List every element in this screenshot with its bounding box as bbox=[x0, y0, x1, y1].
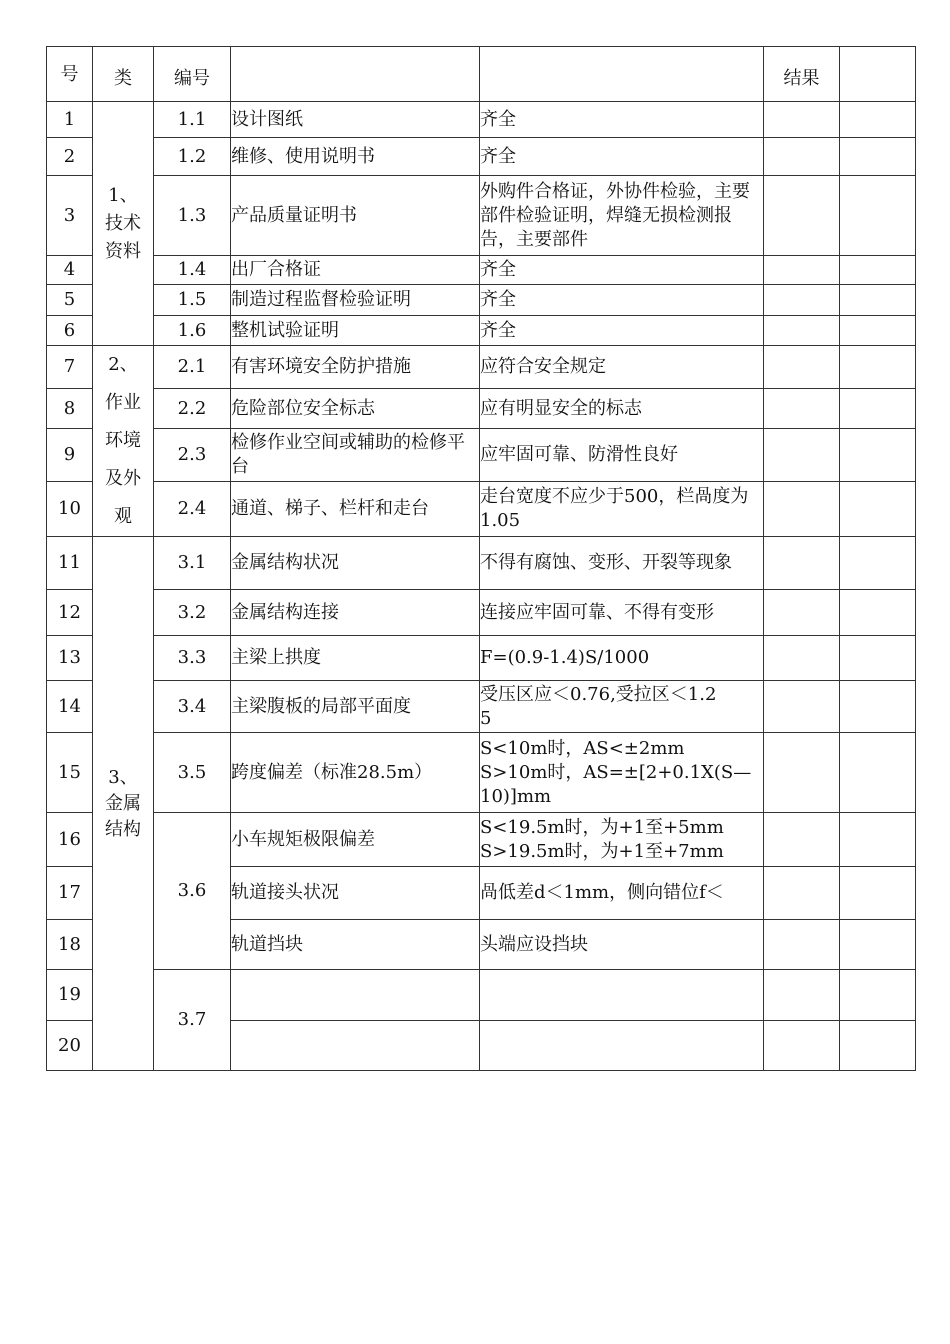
row-code: 3.5 bbox=[154, 733, 231, 813]
row-remark[interactable] bbox=[840, 867, 916, 920]
row-standard-text: 连接应牢固可靠、不得有变形 bbox=[480, 601, 714, 623]
category-label: 2、 作业 环境 及外 观 bbox=[105, 354, 141, 527]
row-result[interactable] bbox=[764, 1021, 840, 1071]
row-code: 2.1 bbox=[154, 346, 231, 389]
row-remark[interactable] bbox=[840, 482, 916, 537]
inspection-table bbox=[46, 46, 916, 1071]
row-code: 2.4 bbox=[154, 482, 231, 537]
row-remark[interactable] bbox=[840, 346, 916, 389]
row-remark[interactable] bbox=[840, 285, 916, 316]
table-row bbox=[47, 102, 916, 138]
row-code: 1.3 bbox=[154, 176, 231, 256]
row-item: 检修作业空间或辅助的检修平台 bbox=[231, 428, 480, 482]
category-label: 3、 金属 结构 bbox=[105, 766, 141, 840]
row-standard bbox=[480, 590, 764, 636]
row-code: 3.1 bbox=[154, 537, 231, 590]
row-item: 整机试验证明 bbox=[231, 316, 480, 346]
row-remark[interactable] bbox=[840, 256, 916, 285]
row-code: 3.4 bbox=[154, 681, 231, 733]
row-no: 9 bbox=[47, 428, 93, 482]
row-remark[interactable] bbox=[840, 813, 916, 867]
row-no: 8 bbox=[47, 389, 93, 428]
row-standard-text: 外购件合格证，外协件检验，主要部件检验证明，焊缝无损检测报告，主要部件 bbox=[480, 180, 750, 250]
row-standard[interactable] bbox=[480, 1021, 764, 1071]
table-row bbox=[47, 138, 916, 176]
row-no: 2 bbox=[47, 138, 93, 176]
row-code: 1.6 bbox=[154, 316, 231, 346]
row-remark[interactable] bbox=[840, 920, 916, 970]
header-no: 号 bbox=[47, 47, 93, 102]
row-item: 金属结构连接 bbox=[231, 590, 480, 636]
row-remark[interactable] bbox=[840, 636, 916, 681]
row-remark[interactable] bbox=[840, 1021, 916, 1071]
row-result[interactable] bbox=[764, 316, 840, 346]
header-row bbox=[47, 47, 916, 102]
row-standard: 头端应设挡块 bbox=[480, 920, 764, 970]
row-standard: 应有明显安全的标志 bbox=[480, 389, 764, 428]
row-result[interactable] bbox=[764, 482, 840, 537]
row-item: 跨度偏差（标准28.5m） bbox=[231, 733, 480, 813]
table-row bbox=[47, 285, 916, 316]
row-result[interactable] bbox=[764, 970, 840, 1021]
row-no: 1 bbox=[47, 102, 93, 138]
header-standard bbox=[480, 47, 764, 102]
row-remark[interactable] bbox=[840, 733, 916, 813]
row-standard: 齐全 bbox=[480, 256, 764, 285]
row-item: 出厂合格证 bbox=[231, 256, 480, 285]
row-item: 产品质量证明书 bbox=[231, 176, 480, 256]
row-item: 设计图纸 bbox=[231, 102, 480, 138]
row-no: 14 bbox=[47, 681, 93, 733]
row-result[interactable] bbox=[764, 389, 840, 428]
row-standard: S<10m时，AS<±2mm S>10m时，AS=±[2+0.1X(S—10)]mm bbox=[480, 733, 764, 813]
row-standard: F=(0.9-1.4)S/1000 bbox=[480, 636, 764, 681]
category-technical-docs bbox=[93, 102, 154, 346]
category-metal-structure bbox=[93, 537, 154, 1071]
header-category: 类 bbox=[93, 47, 154, 102]
row-result[interactable] bbox=[764, 428, 840, 482]
row-code: 3.7 bbox=[154, 970, 231, 1071]
row-item: 通道、梯子、栏杆和走台 bbox=[231, 482, 480, 537]
table-row bbox=[47, 428, 916, 482]
row-remark[interactable] bbox=[840, 176, 916, 256]
row-standard bbox=[480, 176, 764, 256]
table-row bbox=[47, 733, 916, 813]
row-no: 4 bbox=[47, 256, 93, 285]
row-standard: 齐全 bbox=[480, 138, 764, 176]
category-label: 1、 技术 资料 bbox=[105, 184, 141, 262]
row-standard: 齐全 bbox=[480, 285, 764, 316]
table-row bbox=[47, 316, 916, 346]
row-result[interactable] bbox=[764, 176, 840, 256]
row-result[interactable] bbox=[764, 590, 840, 636]
table-row bbox=[47, 389, 916, 428]
table-row bbox=[47, 813, 916, 867]
row-result[interactable] bbox=[764, 346, 840, 389]
row-standard: 应符合安全规定 bbox=[480, 346, 764, 389]
row-no: 19 bbox=[47, 970, 93, 1021]
table-row bbox=[47, 681, 916, 733]
row-remark[interactable] bbox=[840, 970, 916, 1021]
table-row bbox=[47, 537, 916, 590]
row-no: 12 bbox=[47, 590, 93, 636]
category-work-environment bbox=[93, 346, 154, 537]
row-item: 维修、使用说明书 bbox=[231, 138, 480, 176]
row-no: 10 bbox=[47, 482, 93, 537]
row-remark[interactable] bbox=[840, 537, 916, 590]
row-code: 3.6 bbox=[154, 813, 231, 970]
row-result[interactable] bbox=[764, 733, 840, 813]
row-no: 6 bbox=[47, 316, 93, 346]
row-result[interactable] bbox=[764, 102, 840, 138]
row-remark[interactable] bbox=[840, 138, 916, 176]
row-no: 7 bbox=[47, 346, 93, 389]
row-standard: S<19.5m时，为+1至+5mm S>19.5m时，为+1至+7mm bbox=[480, 813, 764, 867]
row-remark[interactable] bbox=[840, 389, 916, 428]
table-row bbox=[47, 636, 916, 681]
header-code: 编号 bbox=[154, 47, 231, 102]
row-standard: 齐全 bbox=[480, 316, 764, 346]
row-no: 5 bbox=[47, 285, 93, 316]
row-no: 15 bbox=[47, 733, 93, 813]
row-code: 2.2 bbox=[154, 389, 231, 428]
row-item: 轨道接头状况 bbox=[231, 867, 480, 920]
row-item: 危险部位安全标志 bbox=[231, 389, 480, 428]
row-item[interactable] bbox=[231, 1021, 480, 1071]
row-code: 1.2 bbox=[154, 138, 231, 176]
row-no: 16 bbox=[47, 813, 93, 867]
row-remark[interactable] bbox=[840, 428, 916, 482]
table-row bbox=[47, 346, 916, 389]
row-remark[interactable] bbox=[840, 590, 916, 636]
row-item: 主梁腹板的局部平面度 bbox=[231, 681, 480, 733]
row-result[interactable] bbox=[764, 285, 840, 316]
row-code: 2.3 bbox=[154, 428, 231, 482]
row-no: 17 bbox=[47, 867, 93, 920]
row-no: 3 bbox=[47, 176, 93, 256]
row-result[interactable] bbox=[764, 138, 840, 176]
table-row bbox=[47, 482, 916, 537]
header-item bbox=[231, 47, 480, 102]
table-row bbox=[47, 256, 916, 285]
row-standard: 受压区应＜0.76,受拉区＜1.2 5 bbox=[480, 681, 764, 733]
row-standard: 齐全 bbox=[480, 102, 764, 138]
row-result[interactable] bbox=[764, 537, 840, 590]
row-item: 轨道挡块 bbox=[231, 920, 480, 970]
row-item: 有害环境安全防护措施 bbox=[231, 346, 480, 389]
row-result[interactable] bbox=[764, 256, 840, 285]
row-item: 小车规矩极限偏差 bbox=[231, 813, 480, 867]
row-no: 18 bbox=[47, 920, 93, 970]
row-standard bbox=[480, 867, 764, 920]
row-standard[interactable] bbox=[480, 970, 764, 1021]
row-code: 3.3 bbox=[154, 636, 231, 681]
row-item[interactable] bbox=[231, 970, 480, 1021]
row-standard: 应牢固可靠、防滑性良好 bbox=[480, 428, 764, 482]
row-standard: 走台宽度不应少于500，栏咼度为1.05 bbox=[480, 482, 764, 537]
row-item: 制造过程监督检验证明 bbox=[231, 285, 480, 316]
row-result[interactable] bbox=[764, 813, 840, 867]
header-remark bbox=[840, 47, 916, 102]
row-result[interactable] bbox=[764, 681, 840, 733]
row-no: 13 bbox=[47, 636, 93, 681]
table-row bbox=[47, 176, 916, 256]
row-item: 主梁上拱度 bbox=[231, 636, 480, 681]
table-row bbox=[47, 590, 916, 636]
row-code: 1.1 bbox=[154, 102, 231, 138]
header-result: 结果 bbox=[764, 47, 840, 102]
row-code: 3.2 bbox=[154, 590, 231, 636]
row-remark[interactable] bbox=[840, 102, 916, 138]
row-result[interactable] bbox=[764, 636, 840, 681]
row-item: 金属结构状况 bbox=[231, 537, 480, 590]
row-remark[interactable] bbox=[840, 316, 916, 346]
row-code: 1.4 bbox=[154, 256, 231, 285]
table-row bbox=[47, 970, 916, 1021]
row-result[interactable] bbox=[764, 867, 840, 920]
row-result[interactable] bbox=[764, 920, 840, 970]
row-no: 20 bbox=[47, 1021, 93, 1071]
row-code: 1.5 bbox=[154, 285, 231, 316]
row-no: 11 bbox=[47, 537, 93, 590]
row-remark[interactable] bbox=[840, 681, 916, 733]
row-standard: 不得有腐蚀、变形、开裂等现象 bbox=[480, 537, 764, 590]
row-standard-text: 咼低差d＜1mm，侧向错位f＜ bbox=[480, 882, 724, 903]
